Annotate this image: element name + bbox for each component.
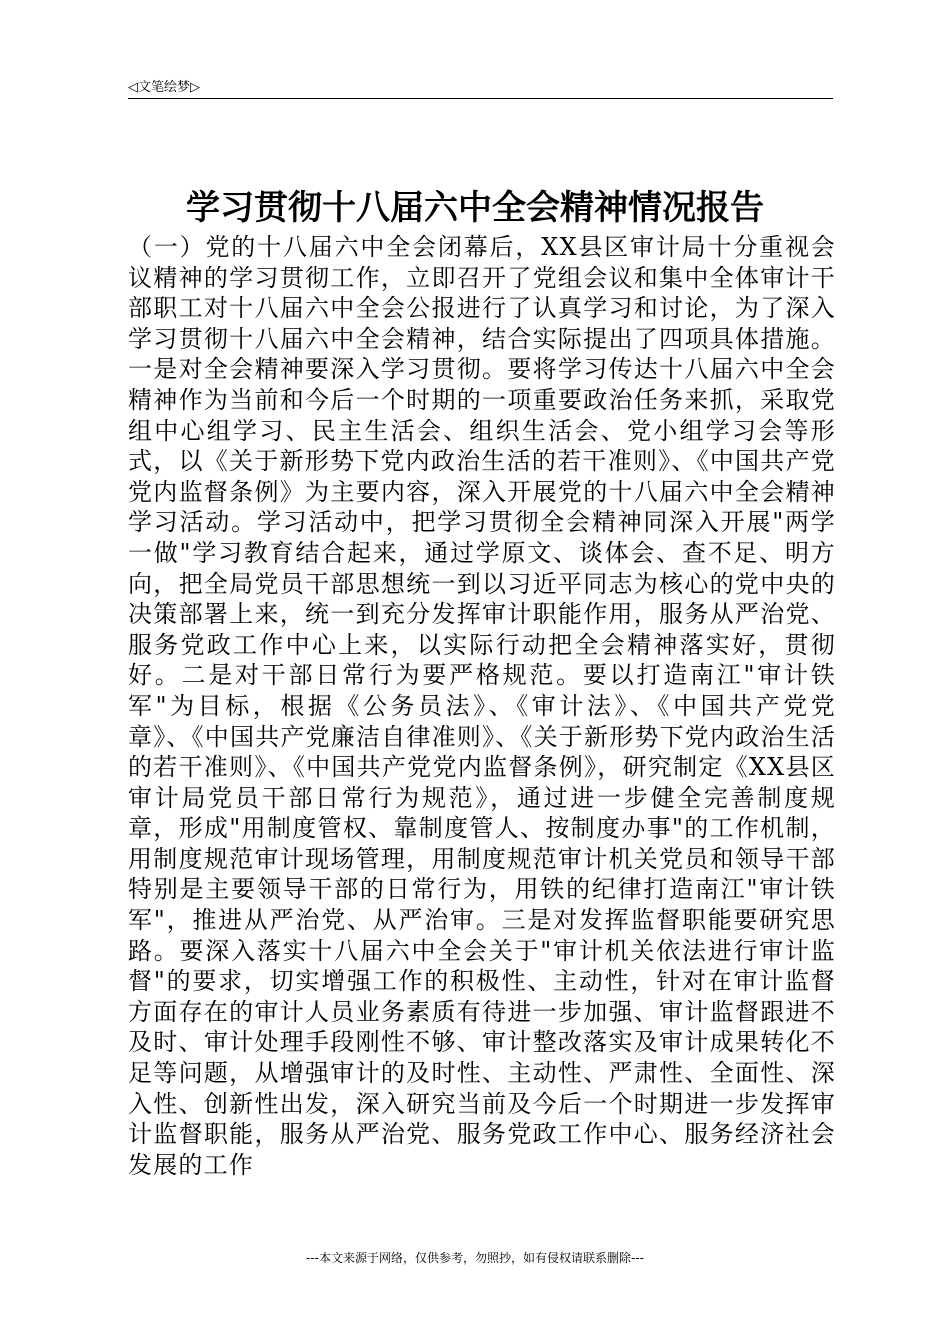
document-title: 学习贯彻十八届六中全会精神情况报告: [186, 188, 764, 228]
header-brand-text: ◁文笔绘梦▷: [128, 80, 200, 95]
page-header: [128, 74, 833, 99]
page-footer-disclaimer: ---本文来源于网络，仅供参考，勿照抄，如有侵权请联系删除---: [306, 1251, 644, 1265]
document-body-paragraph: （一）党的十八届六中全会闭幕后，XX县区审计局十分重视会议精神的学习贯彻工作，立即召开了党组会议和集中全体审计干部职工对十八届六中全会公报进行了认真学习和讨论，为了深入学习贯彻十八届六中全会精神，结合实际提出了四项具体措施。一是对全会精神要深入学习贯彻。要将学习传达十八届六中全会精神作为当前和今后一个时期的一项重要政治任务来抓，采取党组中心组学习、民主生活会、组织生活会、党小组学习会等形式，以《关于新形势下党内政治生活的若干准则》、《中国共产党党内监督条例》为主要内容，深入开展党的十八届六中全会精神学习活动。学习活动中，把学习贯彻全会精神同深入开展"两学一做"学习教育结合起来，通过学原文、谈体会、查不足、明方向，把全局党员干部思想统一到以习近平同志为核心的党中央的决策部署上来，统一到充分发挥审计职能作用，服务从严治党、服务党政工作中心上来，以实际行动把全会精神落实好，贯彻好。二是对干部日常行为要严格规范。要以打造南江"审计铁军"为目标，根据《公务员法》、《审计法》、《中国共产党党章》、《中国共产党廉洁自律准则》、《关于新形势下党内政治生活的若干准则》、《中国共产党党内监督条例》，研究制定《XX县区审计局党员干部日常行为规范》，通过进一步健全完善制度规章，形成"用制度管权、靠制度管人、按制度办事"的工作机制，用制度规范审计现场管理，用制度规范审计机关党员和领导干部特别是主要领导干部的日常行为，用铁的纪律打造南江"审计铁军"，推进从严治党、从严治审。三是对发挥监督职能要研究思路。要深入落实十八届六中全会关于"审计机关依法进行审计监督"的要求，切实增强工作的积极性、主动性，针对在审计监督方面存在的审计人员业务素质有待进一步加强、审计监督跟进不及时、审计处理手段刚性不够、审计整改落实及审计成果转化不足等问题，从增强审计的及时性、主动性、严肃性、全面性、深入性、创新性出发，深入研究当前及今后一个时期进一步发挥审计监督职能，服务从严治党、服务党政工作中心、服务经济社会发展的工作: [128, 233, 836, 1179]
